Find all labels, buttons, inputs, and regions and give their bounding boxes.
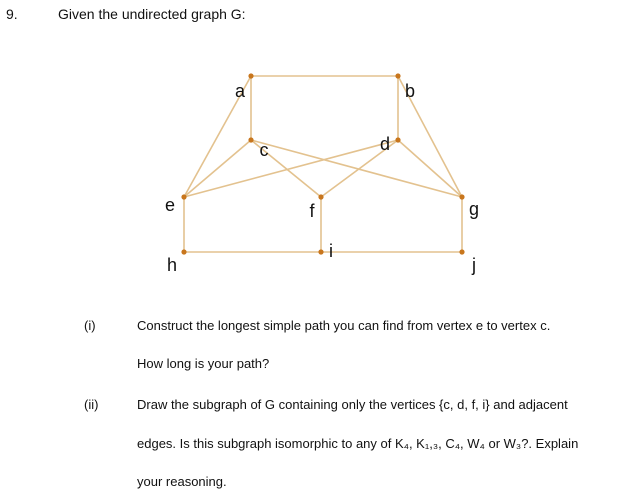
- vertex-b: [395, 73, 400, 78]
- graph-edges: [184, 76, 462, 252]
- vertex-label-i: i: [329, 240, 333, 261]
- graph-labels: [165, 81, 479, 275]
- vertex-c: [248, 137, 253, 142]
- part-i-number: (i): [84, 318, 96, 333]
- vertex-label-j: j: [472, 254, 476, 275]
- part-i-line-1: Construct the longest simple path you can find from vertex e to vertex c.: [137, 318, 551, 333]
- part-ii-line-2: edges. Is this subgraph isomorphic to any of K₄, K₁,₃, C₄, W₄ or W₃?. Explain: [137, 436, 579, 451]
- vertex-label-c: c: [259, 139, 269, 160]
- vertex-label-d: d: [379, 133, 391, 154]
- vertex-d: [395, 137, 400, 142]
- vertex-f: [318, 194, 323, 199]
- part-i-line-2: How long is your path?: [137, 356, 270, 371]
- vertex-label-b: b: [404, 80, 416, 101]
- vertex-label-f: f: [309, 200, 315, 221]
- question-number: 9.: [6, 6, 18, 22]
- vertex-i: [318, 249, 323, 254]
- vertex-label-a: a: [234, 80, 246, 101]
- part-ii-line-3: your reasoning.: [137, 474, 227, 489]
- vertex-label-e: e: [164, 194, 176, 215]
- vertex-g: [459, 194, 464, 199]
- part-ii-number: (ii): [84, 397, 99, 412]
- vertex-label-h: h: [166, 254, 178, 275]
- vertex-j: [459, 249, 464, 254]
- edge-d-e: [184, 140, 398, 197]
- vertex-label-g: g: [468, 198, 480, 219]
- question-prompt: Given the undirected graph G:: [58, 6, 246, 22]
- vertex-a: [248, 73, 253, 78]
- vertex-e: [181, 194, 186, 199]
- part-ii-line-1: Draw the subgraph of G containing only the vertices {c, d, f, i} and adjacent: [137, 397, 568, 412]
- vertex-h: [181, 249, 186, 254]
